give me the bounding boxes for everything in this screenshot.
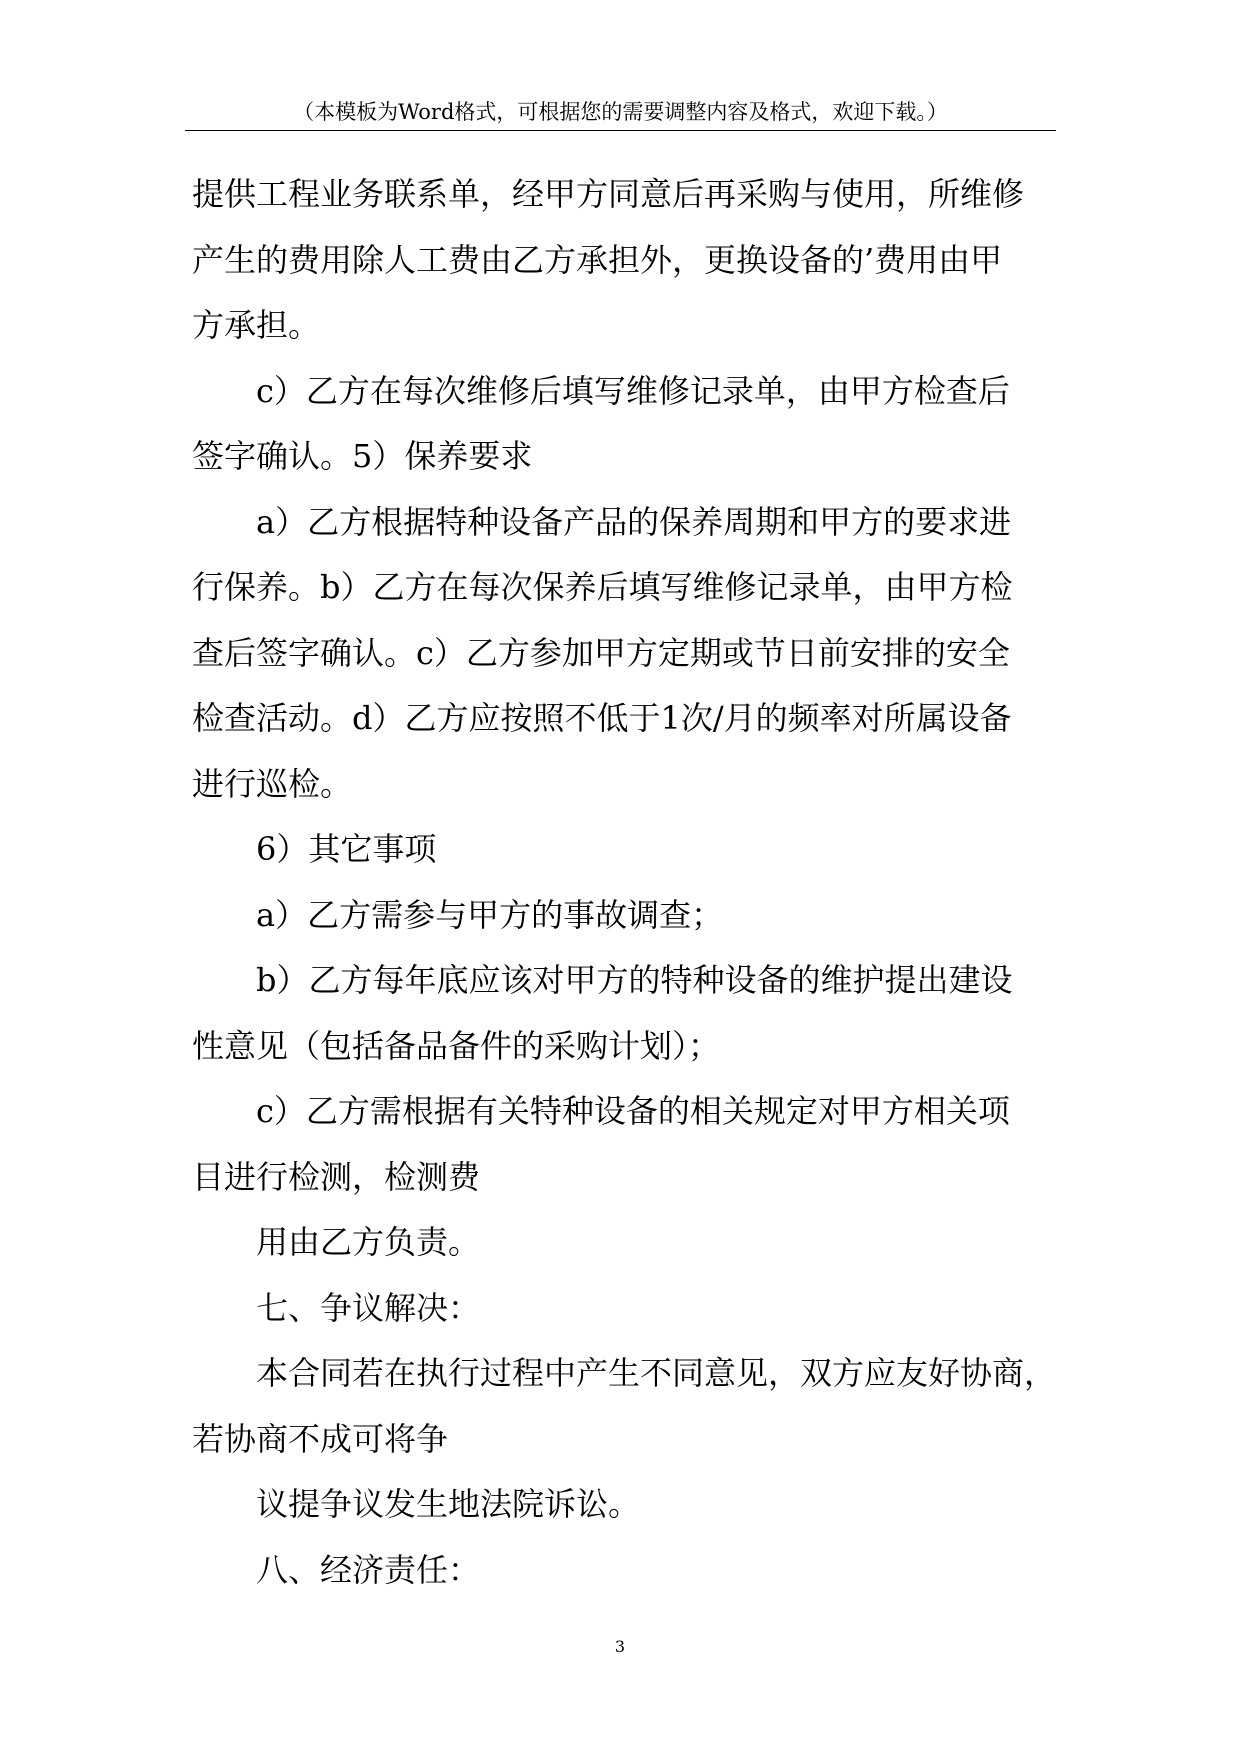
text-line: c）乙方需根据有关特种设备的相关规定对甲方相关项 xyxy=(256,1092,1010,1130)
paragraph-repair-record xyxy=(192,359,1072,490)
text-line: 七、争议解决： xyxy=(256,1288,481,1327)
text-line: c）乙方在每次维修后填写维修记录单，由甲方检查后 xyxy=(256,371,1010,410)
text-line: 性意见（包括备品备件的采购计划）； xyxy=(192,1026,721,1065)
header-divider xyxy=(185,130,1056,131)
text-line: 查后签字确认。c）乙方参加甲方定期或节日前安排的安全 xyxy=(192,633,1010,672)
paragraph-inspection-testing xyxy=(192,1079,1072,1210)
text-line: 用由乙方负责。 xyxy=(256,1223,481,1261)
paragraph-dispute-negotiation xyxy=(192,1341,1072,1472)
text-line: 提供工程业务联系单，经甲方同意后再采购与使用，所维修 xyxy=(192,175,1025,213)
text-line: 若协商不成可将争 xyxy=(192,1419,449,1458)
text-line: a）乙方根据特种设备产品的保养周期和甲方的要求进 xyxy=(256,502,1012,541)
paragraph-court-litigation xyxy=(192,1472,1072,1538)
text-line: a）乙方需参与甲方的事故调查； xyxy=(256,895,724,934)
text-line: 检查活动。d）乙方应按照不低于1次/月的频率对所属设备 xyxy=(192,699,1012,737)
text-line: 议提争议发生地法院诉讼。 xyxy=(256,1485,641,1523)
text-line: 6）其它事项 xyxy=(256,830,437,868)
text-line: 行保养。b）乙方在每次保养后填写维修记录单，由甲方检 xyxy=(192,568,1013,606)
paragraph-accident-investigation xyxy=(192,883,1072,949)
paragraph-annual-suggestions xyxy=(192,948,1072,1079)
document-header-note: （本模板为Word格式，可根据您的需要调整内容及格式，欢迎下载。） xyxy=(293,100,948,124)
section-heading-economic-liability xyxy=(192,1538,1072,1604)
paragraph-procurement-cost xyxy=(192,162,1072,359)
paragraph-other-matters-heading xyxy=(192,817,1072,883)
paragraph-maintenance-requirements xyxy=(192,490,1072,818)
text-line: 方承担。 xyxy=(192,306,321,344)
text-line: 进行巡检。 xyxy=(192,764,353,803)
text-line: 本合同若在执行过程中产生不同意见，双方应友好协商， xyxy=(256,1354,1057,1392)
text-line: 签字确认。5）保养要求 xyxy=(192,437,533,475)
page-number: 3 xyxy=(614,1637,626,1656)
document-body xyxy=(192,162,1072,1603)
paragraph-testing-fee xyxy=(192,1210,1072,1276)
section-heading-dispute-resolution xyxy=(192,1276,1072,1342)
text-line: b）乙方每年底应该对甲方的特种设备的维护提出建设 xyxy=(256,961,1013,999)
text-line: 目进行检测，检测费 xyxy=(192,1157,481,1196)
text-line: 八、经济责任： xyxy=(256,1550,481,1589)
text-line: 产生的费用除人工费由乙方承担外，更换设备的’费用由甲 xyxy=(192,240,1003,279)
